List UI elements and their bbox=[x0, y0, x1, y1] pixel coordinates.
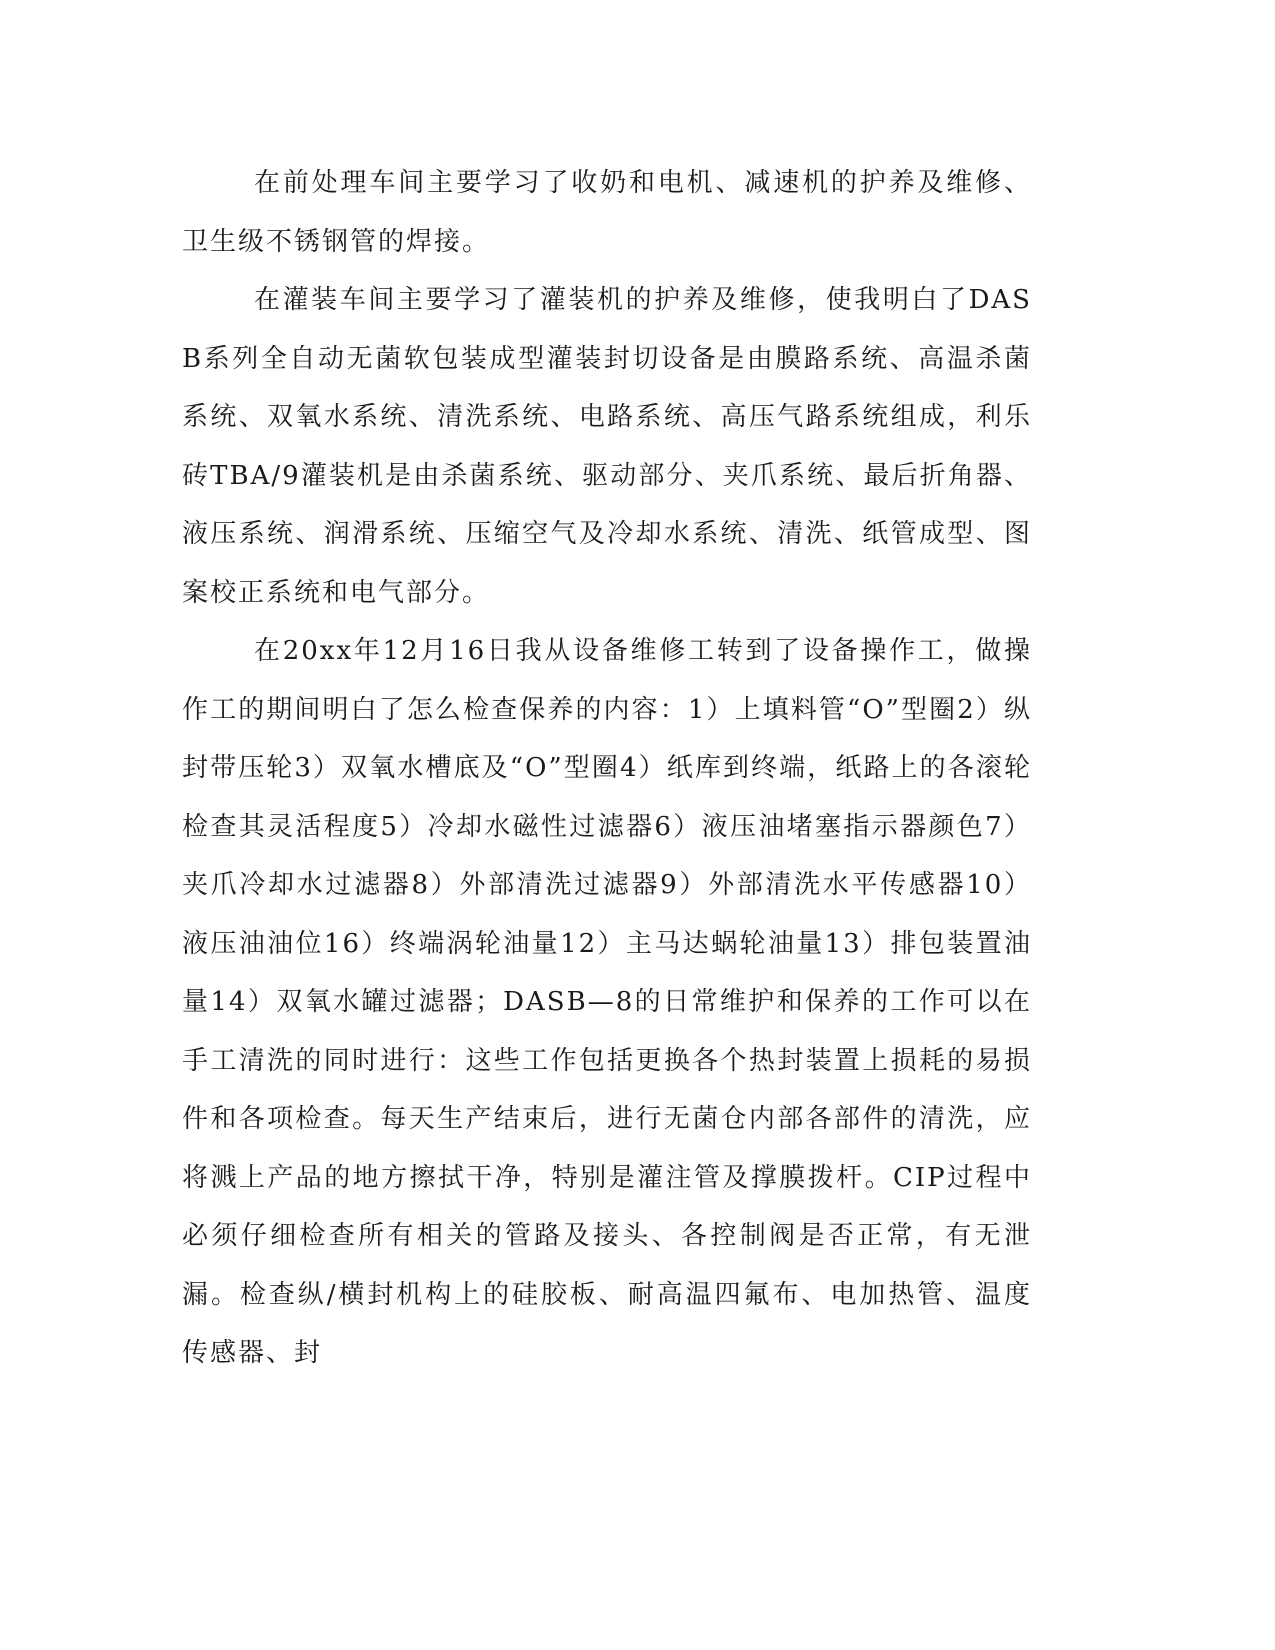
paragraph-operator-maintenance: 在20xx年12月16日我从设备维修工转到了设备操作工，做操作工的期间明白了怎么检查保养的内容：1）上填料管“O”型圈2）纵封带压轮3）双氧水槽底及“O”型圈4）纸库到终端，纸路上的各滚轮检查其灵活程度5）冷却水磁性过滤器6）液压油堵塞指示器颜色7）夹爪冷却水过滤器8）外部清洗过滤器9）外部清洗水平传感器10）液压油油位16）终端涡轮油量12）主马达蜗轮油量13）排包装置油量14）双氧水罐过滤器；DASB—8的日常维护和保养的工作可以在手工清洗的同时进行：这些工作包括更换各个热封装置上损耗的易损件和各项检查。每天生产结束后，进行无菌仓内部各部件的清洗，应将溅上产品的地方擦拭干净，特别是灌注管及撑膜拨杆。CIP过程中必须仔细检查所有相关的管路及接头、各控制阀是否正常，有无泄漏。检查纵/横封机构上的硅胶板、耐高温四氟布、电加热管、温度传感器、封 bbox=[182, 636, 1032, 1368]
paragraph-pretreatment: 在前处理车间主要学习了收奶和电机、减速机的护养及维修、卫生级不锈钢管的焊接。 bbox=[182, 168, 1032, 257]
document-body bbox=[182, 154, 1032, 1383]
paragraph-filling-workshop: 在灌装车间主要学习了灌装机的护养及维修，使我明白了DASB系列全自动无菌软包装成型灌装封切设备是由膜路系统、高温杀菌系统、双氧水系统、清洗系统、电路系统、高压气路系统组成，利乐砖TBA/9灌装机是由杀菌系统、驱动部分、夹爪系统、最后折角器、液压系统、润滑系统、压缩空气及冷却水系统、清洗、纸管成型、图案校正系统和电气部分。 bbox=[182, 285, 1032, 608]
